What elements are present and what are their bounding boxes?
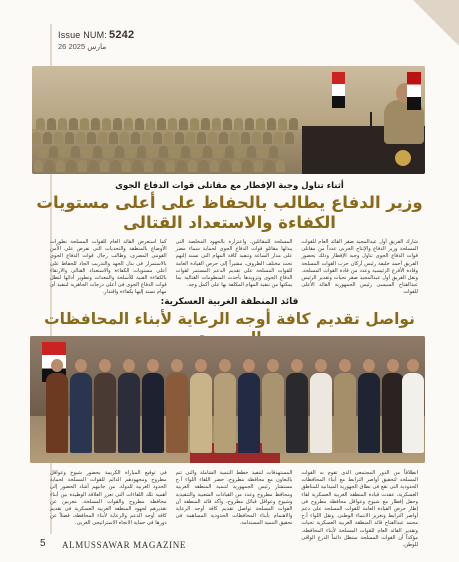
article2-title: نواصل تقديم كافة أوجه الرعاية لأبناء المحافظات [44, 310, 415, 328]
article2-column: فى توقيع المباراة الكريمة بحضور شيوخ وعواقل مطروح ومجهودهم الدائم للقوات المسلحة لحماية الحدود الغربية للدولة. من جانبهم أشاد الحضور إلى أهمية تلك اللقاءات التى تعزز العلاقة الوطيدة بين أبناء محافظة مطروح والقوات المسلحة، معربين عن تقديرهم لجهود المنطقة الغربية العسكرية فى تقديم كافة أوجه الدعم والرعاية لأبناء المحافظة، فضلاً عن دورها فى حماية الاتجاه الاستراتيجى الغربى. [49, 470, 167, 527]
article1-title: وزير الدفاع يطالب بالحفاظ على أعلى مستويات الكفاءة والاستعداد القتالى [36, 193, 423, 232]
article2-column: المستهدفات لتنفيذ خطط التنمية الشاملة والتى تتم بالتعاون مع محافظة مطروح، حضر اللقاء اللواء أ.ح مستشار رئيس الجمهورية لتنمية المنطقة الغربية ومحافظ مطروح وعدد من القيادات الشعبية والتنفيذية وشيوخ وعواقل قبائل مطروح، وأكد قائد المنطقة أن القوات المسلحة تواصل تقديم كافة أوجه الرعاية والاهتمام بأبناء المحافظات الحدودية المساهمة فى تحقيق التنمية المستدامة. [175, 470, 293, 527]
defense-minister-iftar-photo [32, 66, 425, 174]
page-number: 5 [40, 538, 46, 549]
article1-column: المسلحة للمقاتلين، واعتزازه بالجهود المخلصة التى يبذلها مقاتلو قوات الدفاع الجوى لحماية سماء مصر على مدار الساعة وتنفيذ كافة المهام التى تسند إليهم تحت مختلف الظروف، مشيراً إلى حرص القيادة العامة للقوات المسلحة على تقديم الدعم المستمر لقوات الدفاع الجوى وتزويدها بأحدث المنظومات القتالية بما يمكنها من تنفيذ المهام المكلفة بها على أكمل وجه. [175, 239, 293, 289]
magazine-name: ALMUSSAWAR MAGAZINE [62, 540, 186, 550]
corner-decoration [413, 0, 459, 46]
issue-number: 5242 [109, 29, 135, 41]
article1-column: شارك الفريق أول عبدالمجيد صقر القائد العام للقوات المسلحة وزير الدفاع والإنتاج الحربى عدداً من مقاتلى قوات الدفاع الجوى تناول وجبة الإفطار وذلك بحضور الفريق أحمد خليفة رئيس أركان حرب القوات المسلحة وقادة الأفرع الرئيسية وعدد من قادة القوات المسلحة. ونقل الفريق أول عبدالمجيد صقر تحيات وتقدير الرئيس عبدالفتاح السيسى رئيس الجمهورية القائد الأعلى للقوات [301, 239, 418, 296]
issue-info [58, 29, 134, 51]
article1-body [49, 239, 418, 296]
article1-column: كما استعرض القائد العام للقوات المسلحة تطورات الأوضاع بالمنطقة والتحديات التى تفرض على الأمن القومى المصرى، وطالب رجال قوات الدفاع الجوى بالاستمرار فى بذل الجهد والتدريب الجاد للحفاظ على أعلى مستويات الكفاءة والاستعداد القتالى والارتقاء بالكفاءة الفنية للأسلحة والمعدات وتطوير أدائها لتظل قوات الدفاع الجوى فى أعلى درجات الجاهزية لتنفيذ أى مهام تسند إليها بكفاءة واقتدار. [49, 239, 167, 296]
article2-kicker: قائد المنطقة الغربية العسكرية: [160, 297, 299, 307]
western-region-group-photo [30, 336, 425, 463]
article2-column: انطلاقاً من الدور المجتمعى الذى تقوم به القوات المسلحة لتحقيق أواصر الترابط مع أبناء المحافظات الحدودية التى تقع فى نطاق الجهوزية الميدانية للمناطق العسكرية، عقدت قيادة المنطقة الغربية العسكرية لقاء وحفل إفطار مع شيوخ وعواقل محافظة مطروح فى إطار حرص القيادة العامة للقوات المسلحة على دعم أواصر الترابط وتعزيز الانتماء الوطنى. ونقل اللواء أ.ح محمد عبدالفتاح قائد المنطقة الغربية العسكرية تحيات وتقدير القائد العام للقوات المسلحة لأبناء المحافظة، مؤكداً أن القوات المسلحة ستظل دائماً الدرع الواقى للوطن. [301, 470, 418, 549]
issue-label: Issue NUM: [58, 30, 108, 40]
issue-date: 26 مارس 2025 [58, 42, 107, 51]
article1-kicker: أثناء تناول وجبة الإفطار مع مقاتلى قوات الدفاع الجوى [115, 181, 344, 191]
